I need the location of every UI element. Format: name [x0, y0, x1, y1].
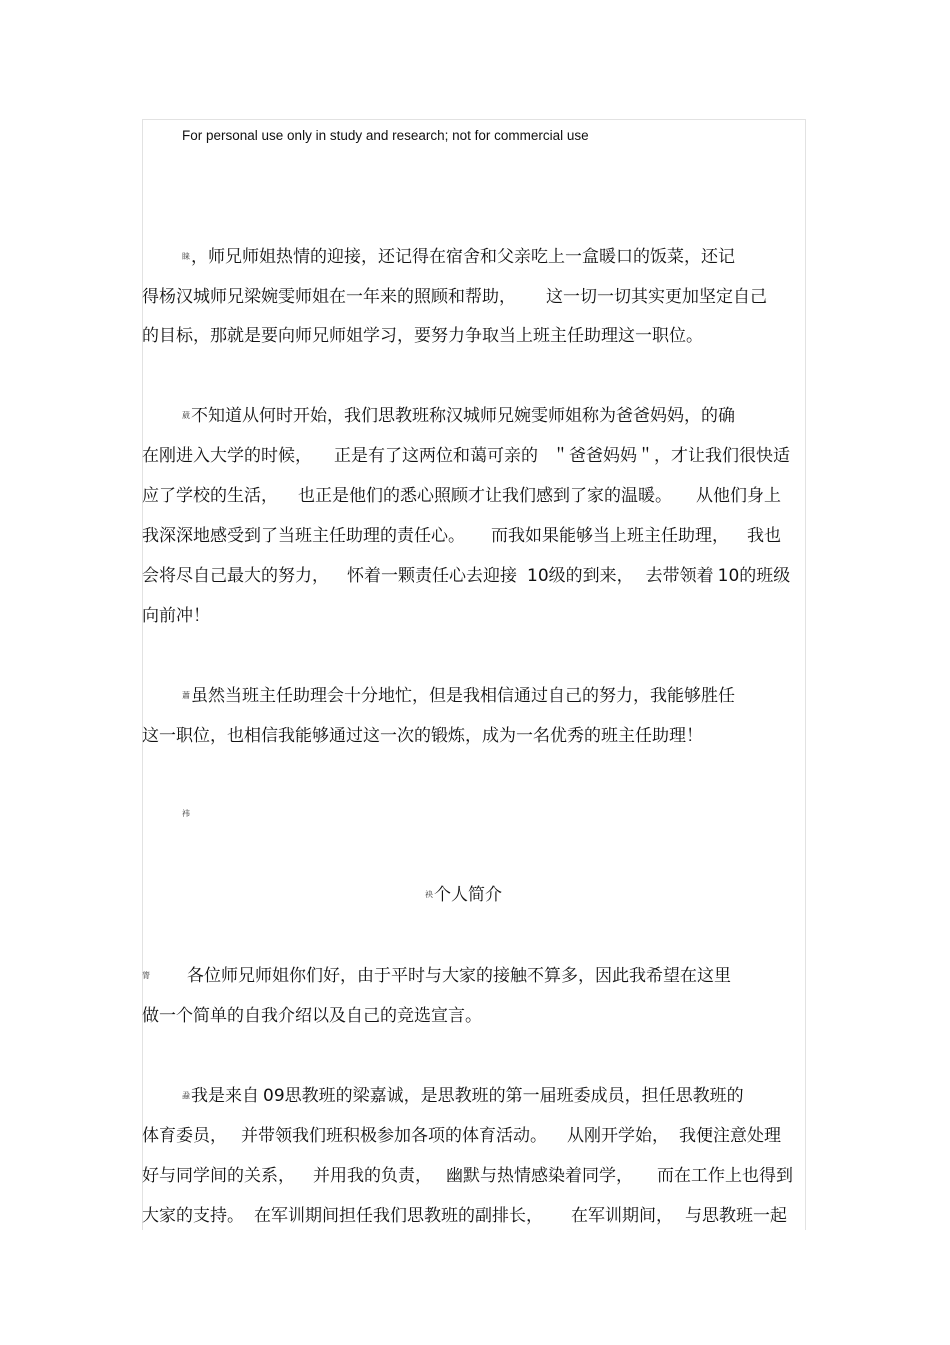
p5-text-2a: 体育委员， — [142, 1126, 227, 1146]
p2-text-5c: 10级的到来， — [527, 566, 634, 586]
section-title-mark: 袂 — [425, 890, 433, 899]
section-title-text: 个人简介 — [434, 885, 502, 905]
p1-line-1 — [182, 246, 735, 268]
p2-mark: 葳 — [182, 411, 190, 420]
p2-line-5 — [142, 565, 790, 587]
p5-text-4b: 在军训期间担任我们思教班的副排长， — [254, 1206, 543, 1226]
p4-line-1 — [142, 965, 731, 987]
p2-text-5e: 10的班级 — [717, 566, 791, 586]
p2-line-1 — [182, 405, 735, 427]
p2-text-5d: 去带领着 — [645, 566, 714, 586]
p1-text-2a: 得杨汉城师兄梁婉雯师姐在一年来的照顾和帮助， — [142, 287, 516, 307]
p1-line-2 — [142, 286, 767, 308]
section-title — [425, 884, 502, 906]
p2-line-4 — [142, 525, 781, 547]
p2-text-3a: 应了学校的生活， — [142, 486, 278, 506]
p2-text-3c: 从他们身上 — [696, 486, 781, 506]
p4-line-2: 做一个简单的自我介绍以及自己的竞选宣言。 — [142, 1006, 482, 1026]
p5-text-3d: 而在工作上也得到 — [657, 1166, 793, 1186]
p5-line-4 — [142, 1205, 787, 1227]
p1-text-2b: 这一切一切其实更加坚定自己 — [546, 287, 767, 307]
p2-text-5b: 怀着一颗责任心去迎接 — [347, 566, 517, 586]
p5-text-4a: 大家的支持。 — [142, 1206, 244, 1226]
p3-text-1: 虽然当班主任助理会十分地忙，但是我相信通过自己的努力，我能够胜任 — [191, 686, 735, 706]
p2-text-2a: 在刚进入大学的时候， — [142, 446, 312, 466]
p3-line-2: 这一职位，也相信我能够通过这一次的锻炼，成为一名优秀的班主任助理！ — [142, 726, 703, 746]
p2-text-2b: 正是有了这两位和蔼可亲的 — [334, 446, 538, 466]
usage-notice: For personal use only in study and research; not for commercial use — [182, 128, 589, 143]
p5-text-2c: 从刚开学始， — [567, 1126, 669, 1146]
p5-text-2b: 并带领我们班积极参加各项的体育活动。 — [241, 1126, 547, 1146]
p3-line-1 — [182, 685, 735, 707]
p5-text-3b: 并用我的负责， — [313, 1166, 432, 1186]
p2-text-4c: 我也 — [747, 526, 781, 546]
p2-line-2 — [142, 445, 790, 467]
p5-text-2d: 我便注意处理 — [679, 1126, 781, 1146]
p2-line-3 — [142, 485, 781, 507]
p2-text-4b: 而我如果能够当上班主任助理， — [491, 526, 729, 546]
p4-text-1: 各位师兄师姐你们好，由于平时与大家的接触不算多，因此我希望在这里 — [187, 966, 731, 986]
p1-line-3: 的目标，那就是要向师兄师姐学习，要努力争取当上班主任助理这一职位。 — [142, 326, 703, 346]
p4-mark: 膂 — [142, 971, 150, 980]
p5-text-1b: 09思教班的梁嘉诚，是思教班的第一届班委成员，担任思教班的 — [263, 1086, 744, 1106]
p1-text-1: ，师兄师姐热情的迎接，还记得在宿舍和父亲吃上一盒暖口的饭菜，还记 — [191, 247, 735, 267]
stray-mark: 袆 — [182, 809, 190, 818]
p5-text-3a: 好与同学间的关系， — [142, 1166, 295, 1186]
p5-line-3 — [142, 1165, 793, 1187]
p5-line-1 — [182, 1085, 744, 1107]
p5-text-1a: 我是来自 — [191, 1086, 259, 1106]
p1-mark: 睐 — [182, 252, 190, 261]
p2-line-6: 向前冲！ — [142, 606, 210, 626]
p5-text-4c: 在军训期间， — [571, 1206, 673, 1226]
p5-line-2 — [142, 1125, 781, 1147]
p5-text-4d: 与思教班一起 — [685, 1206, 787, 1226]
p5-text-3c: 幽默与热情感染着同学， — [446, 1166, 633, 1186]
p3-mark: 蕭 — [182, 691, 190, 700]
p2-text-5a: 会将尽自己最大的努力， — [142, 566, 329, 586]
p2-text-1: 不知道从何时开始，我们思教班称汉城师兄婉雯师姐称为爸爸妈妈，的确 — [191, 406, 735, 426]
p2-text-3b: 也正是他们的悉心照顾才让我们感到了家的温暖。 — [298, 486, 672, 506]
p5-mark: 蝨 — [182, 1091, 190, 1100]
p2-text-4a: 我深深地感受到了当班主任助理的责任心。 — [142, 526, 465, 546]
p2-text-2c: ＂爸爸妈妈＂，才让我们很快适 — [552, 446, 790, 466]
